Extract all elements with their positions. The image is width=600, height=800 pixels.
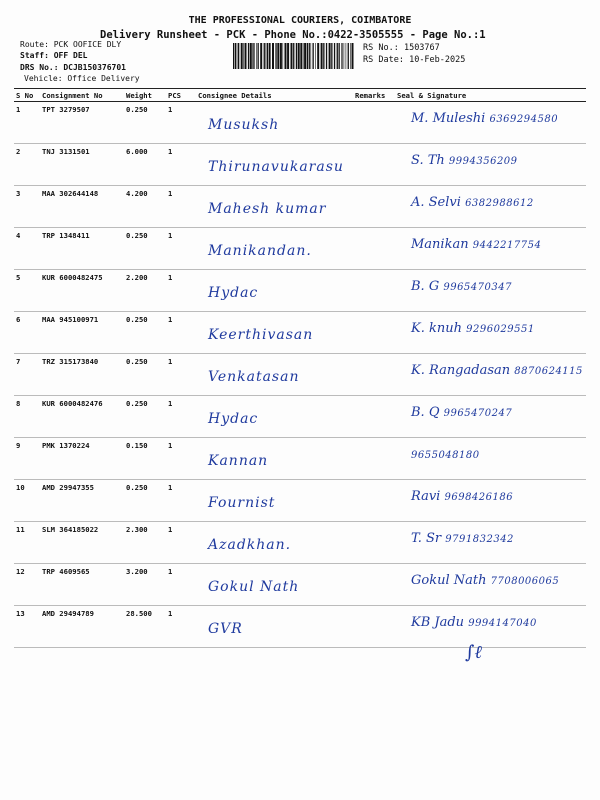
barcode-bar [344, 43, 345, 69]
col-signature: Seal & Signature [395, 89, 586, 102]
pcs-cell: 1 [166, 144, 196, 186]
col-weight: Weight [124, 89, 166, 102]
consignee-cell [196, 228, 353, 270]
consignment-no-cell: TNJ 3131501 [40, 144, 124, 186]
consignee-name: Thirunavukarasu [208, 159, 344, 175]
barcode-bar [346, 43, 347, 69]
pcs-cell: 1 [166, 102, 196, 144]
route-line [20, 40, 121, 49]
barcode-bar [321, 43, 323, 69]
barcode-bar [329, 43, 331, 69]
consignee-name: Mahesh kumar [208, 201, 327, 217]
barcode-bar [267, 43, 268, 69]
table-row [14, 144, 586, 186]
sno-cell: 2 [14, 144, 40, 186]
seal-signature-cell [395, 606, 586, 648]
staff-value: OFF DEL [53, 51, 88, 60]
signature-block [411, 489, 598, 504]
barcode-bar [237, 43, 238, 69]
barcode-bar [248, 43, 249, 69]
rs-no-value: 1503767 [403, 43, 440, 53]
weight-cell: 0.250 [124, 396, 166, 438]
rs-no-line [363, 43, 440, 53]
seal-signature-cell [395, 354, 586, 396]
staff-line [20, 51, 87, 60]
col-pcs: PCS [166, 89, 196, 102]
barcode-bar [235, 43, 236, 69]
barcode-bar [260, 43, 262, 69]
consignee-name: Hydac [208, 285, 259, 301]
phone-number: 9791832342 [445, 534, 514, 545]
consignee-name: Azadkhan. [208, 537, 292, 553]
barcode-bar [326, 43, 327, 69]
pcs-cell: 1 [166, 438, 196, 480]
seal-signature-cell [395, 480, 586, 522]
final-signature-mark: ∫ℓ [465, 642, 482, 663]
pcs-cell: 1 [166, 186, 196, 228]
consignee-name: Musuksh [208, 117, 280, 133]
table-row [14, 312, 586, 354]
sno-cell: 11 [14, 522, 40, 564]
barcode-bar [238, 43, 239, 69]
rs-date-label: RS Date: [363, 55, 404, 65]
rs-date-line [363, 55, 465, 65]
barcode-bar [283, 43, 284, 69]
signature-block [411, 573, 598, 588]
signature-block [411, 405, 598, 420]
barcode-bar [272, 43, 274, 69]
table-body [14, 102, 586, 648]
signature-block [411, 363, 598, 378]
staff-label: Staff: [20, 51, 49, 60]
barcode-bar [348, 43, 349, 69]
table-row [14, 102, 586, 144]
signature-block [411, 195, 598, 210]
barcode-bar [243, 43, 244, 69]
signature-block [411, 153, 598, 168]
consignee-cell [196, 270, 353, 312]
barcode-bar [245, 43, 247, 69]
phone-number: 8870624115 [514, 366, 583, 377]
sno-cell: 9 [14, 438, 40, 480]
consignee-name: Gokul Nath [208, 579, 300, 595]
vehicle-value: Office Delivery [67, 74, 140, 83]
pcs-cell: 1 [166, 270, 196, 312]
consignee-cell [196, 312, 353, 354]
barcode-bar [323, 43, 324, 69]
pcs-cell: 1 [166, 480, 196, 522]
col-sno: S No [14, 89, 40, 102]
consignee-cell [196, 186, 353, 228]
weight-cell: 0.250 [124, 354, 166, 396]
pcs-cell: 1 [166, 564, 196, 606]
signature-text: S. Th [411, 153, 445, 168]
table-row [14, 522, 586, 564]
signature-block [411, 111, 598, 126]
col-consignment: Consignment No [40, 89, 124, 102]
seal-signature-cell [395, 564, 586, 606]
seal-signature-cell [395, 270, 586, 312]
route-label: Route: [20, 40, 49, 49]
phone-number: 9655048180 [411, 450, 480, 461]
signature-block [411, 615, 598, 630]
seal-signature-cell [395, 144, 586, 186]
signature-text: K. knuh [411, 321, 462, 336]
table-row [14, 438, 586, 480]
weight-cell: 4.200 [124, 186, 166, 228]
phone-number: 9442217754 [472, 240, 542, 251]
seal-signature-cell [395, 396, 586, 438]
sno-cell: 1 [14, 102, 40, 144]
phone-number: 9994356209 [448, 156, 518, 167]
barcode-bar [342, 43, 343, 69]
seal-signature-cell [395, 102, 586, 144]
sno-cell: 10 [14, 480, 40, 522]
consignee-name: Venkatasan [208, 369, 300, 385]
consignment-no-cell: PMK 1370224 [40, 438, 124, 480]
barcode-bar [280, 43, 282, 69]
weight-cell: 3.200 [124, 564, 166, 606]
barcode-bar [317, 43, 319, 69]
weight-cell: 0.250 [124, 312, 166, 354]
seal-signature-cell [395, 228, 586, 270]
seal-signature-cell [395, 186, 586, 228]
col-consignee: Consignee Details [196, 89, 353, 102]
rs-no-label: RS No.: [363, 43, 399, 53]
consignment-no-cell: SLM 364185022 [40, 522, 124, 564]
signature-text: K. Rangadasan [411, 363, 511, 378]
consignee-name: Fournist [208, 495, 276, 511]
signature-block [411, 279, 598, 294]
barcode-bar [252, 43, 253, 69]
barcode-bar [256, 43, 257, 69]
phone-number: 6369294580 [489, 114, 559, 125]
consignee-cell [196, 102, 353, 144]
consignee-name: Kannan [208, 453, 269, 469]
sno-cell: 13 [14, 606, 40, 648]
barcode-bar [311, 43, 312, 69]
drs-value: DCJB150376701 [63, 63, 126, 72]
consignee-cell [196, 144, 353, 186]
signature-text: T. Sr [411, 531, 442, 546]
consignee-cell [196, 438, 353, 480]
barcode-bar [277, 43, 279, 69]
drs-label: DRS No.: [20, 63, 59, 72]
barcode-bar [352, 43, 354, 69]
barcode-bar [307, 43, 308, 69]
weight-cell: 2.300 [124, 522, 166, 564]
barcode-bar [298, 43, 300, 69]
signature-text: B. Q [411, 405, 440, 420]
consignee-cell [196, 606, 353, 648]
weight-cell: 0.250 [124, 480, 166, 522]
weight-cell: 2.200 [124, 270, 166, 312]
barcode-bar [331, 43, 332, 69]
signature-text: M. Muleshi [411, 111, 486, 126]
consignment-no-cell: AMD 29494789 [40, 606, 124, 648]
consignment-no-cell: TPT 3279507 [40, 102, 124, 144]
barcode-bar [241, 43, 243, 69]
barcode-bar [300, 43, 302, 69]
table-row [14, 396, 586, 438]
signature-text: B. G [411, 279, 440, 294]
consignment-no-cell: TRP 4609565 [40, 564, 124, 606]
barcode-bar [334, 43, 335, 69]
pcs-cell: 1 [166, 228, 196, 270]
table-header-row [14, 89, 586, 102]
sno-cell: 4 [14, 228, 40, 270]
weight-cell: 28.500 [124, 606, 166, 648]
consignee-cell [196, 354, 353, 396]
barcode-bar [313, 43, 314, 69]
table-row [14, 186, 586, 228]
consignee-cell [196, 522, 353, 564]
barcode-bar [296, 43, 297, 69]
route-value: PCK OOFICE DLY [53, 40, 122, 49]
pcs-cell: 1 [166, 522, 196, 564]
consignee-name: Keerthivasan [208, 327, 314, 343]
table-row [14, 354, 586, 396]
pcs-cell: 1 [166, 606, 196, 648]
consignee-name: Manikandan. [208, 243, 312, 259]
sno-cell: 6 [14, 312, 40, 354]
barcode-bar [233, 43, 234, 69]
signature-block [411, 531, 598, 546]
sno-cell: 8 [14, 396, 40, 438]
signature-text: A. Selvi [411, 195, 461, 210]
barcode-bar [315, 43, 316, 69]
phone-number: 7708006065 [490, 576, 560, 587]
table-row [14, 228, 586, 270]
weight-cell: 0.250 [124, 228, 166, 270]
consignment-no-cell: MAA 945100971 [40, 312, 124, 354]
table-row [14, 564, 586, 606]
consignee-name: GVR [208, 621, 243, 637]
consignment-no-cell: TRP 1348411 [40, 228, 124, 270]
col-remarks: Remarks [353, 89, 395, 102]
runsheet-title: Delivery Runsheet - PCK - Phone No.:0422-3505555 - Page No.:1 [100, 29, 486, 41]
sno-cell: 12 [14, 564, 40, 606]
pcs-cell: 1 [166, 354, 196, 396]
signature-block [411, 321, 598, 336]
barcode-bar [269, 43, 271, 69]
barcode-bar [254, 43, 255, 69]
pcs-cell: 1 [166, 396, 196, 438]
barcode-bar [291, 43, 293, 69]
barcode-bar [285, 43, 287, 69]
consignee-cell [196, 480, 353, 522]
barcode-bar [275, 43, 276, 69]
signature-block [411, 237, 598, 252]
seal-signature-cell [395, 522, 586, 564]
weight-cell: 0.150 [124, 438, 166, 480]
signature-text: KB Jadu [411, 615, 465, 630]
barcode-bar [304, 43, 306, 69]
company-name: THE PROFESSIONAL COURIERS, COIMBATORE [188, 15, 412, 26]
runsheet-table [14, 88, 586, 648]
signature-text: Ravi [411, 489, 441, 504]
weight-cell: 0.250 [124, 102, 166, 144]
consignment-no-cell: TRZ 315173840 [40, 354, 124, 396]
barcode-bar [266, 43, 267, 69]
barcode-bar [339, 43, 340, 69]
phone-number: 9698426186 [444, 492, 514, 503]
sno-cell: 7 [14, 354, 40, 396]
phone-number: 9994147040 [468, 618, 537, 629]
phone-number: 6382988612 [465, 198, 534, 209]
drs-line [20, 63, 126, 72]
barcode-bar [287, 43, 289, 69]
vehicle-line [24, 74, 140, 83]
table-row [14, 606, 586, 648]
signature-block [411, 447, 598, 462]
barcode-bar [258, 43, 259, 69]
consignment-no-cell: KUR 6000482475 [40, 270, 124, 312]
consignment-no-cell: AMD 29947355 [40, 480, 124, 522]
consignment-no-cell: MAA 302644148 [40, 186, 124, 228]
seal-signature-cell [395, 438, 586, 480]
barcode-bar [337, 43, 338, 69]
weight-cell: 6.000 [124, 144, 166, 186]
signature-text: Gokul Nath [411, 573, 487, 588]
phone-number: 9965470247 [443, 408, 513, 419]
signature-text: Manikan [411, 237, 469, 252]
barcode-bar [264, 43, 265, 69]
barcode [233, 43, 355, 69]
sno-cell: 3 [14, 186, 40, 228]
table-row [14, 270, 586, 312]
rs-date-value: 10-Feb-2025 [409, 55, 466, 65]
barcode-bar [303, 43, 304, 69]
consignee-name: Hydac [208, 411, 259, 427]
barcode-bar [309, 43, 310, 69]
sno-cell: 5 [14, 270, 40, 312]
phone-number: 9965470347 [443, 282, 512, 293]
barcode-bar [341, 43, 342, 69]
barcode-bar [350, 43, 351, 69]
phone-number: 9296029551 [466, 324, 535, 335]
barcode-bar [250, 43, 252, 69]
pcs-cell: 1 [166, 312, 196, 354]
consignee-cell [196, 396, 353, 438]
barcode-bar [293, 43, 294, 69]
vehicle-label: Vehicle: [24, 74, 63, 83]
table-row [14, 480, 586, 522]
consignment-no-cell: KUR 6000482476 [40, 396, 124, 438]
consignee-cell [196, 564, 353, 606]
seal-signature-cell [395, 312, 586, 354]
